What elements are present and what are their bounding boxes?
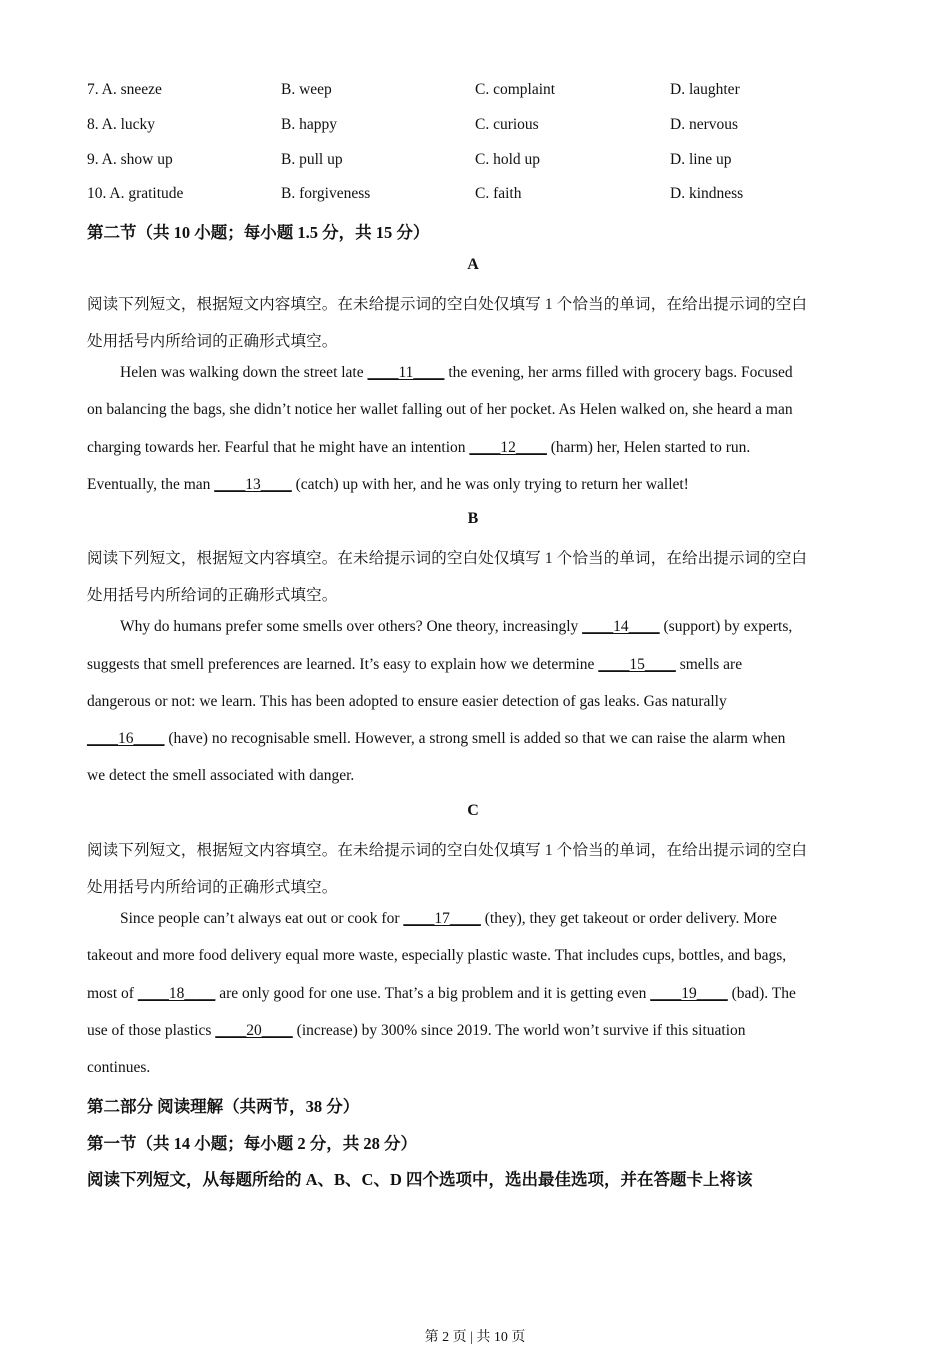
option-row-8	[87, 116, 859, 138]
blank-19: ____19____	[650, 985, 728, 1002]
option-b: B. pull up	[281, 151, 343, 168]
option-b: B. forgiveness	[281, 185, 371, 202]
text: (increase) by 300% since 2019. The world won’t survive if this situation	[292, 1022, 746, 1039]
passage-c-label: C	[467, 802, 479, 819]
option-d: D. kindness	[670, 185, 744, 202]
blank-15: ____15____	[598, 656, 676, 673]
option-a: 8. A. lucky	[87, 116, 156, 133]
blank-11: ____11____	[367, 364, 445, 381]
blank-20: ____20____	[215, 1022, 293, 1039]
blank-17: ____17____	[403, 910, 481, 927]
passage-c-line2: takeout and more food delivery equal more waste, especially plastic waste. That includes cups, bottles, and bags,	[87, 947, 787, 964]
passage-a-line4	[87, 476, 689, 494]
passage-b-instruction-line2: 处用括号内所给词的正确形式填空。	[87, 587, 338, 604]
option-b: B. happy	[281, 116, 337, 133]
blank-13: ____13____	[214, 476, 292, 493]
text: charging towards her. Fearful that he might have an intention	[87, 439, 470, 456]
text: smells are	[675, 656, 743, 673]
option-a: 10. A. gratitude	[87, 185, 184, 202]
passage-c-line3	[87, 985, 796, 1003]
text: Eventually, the man	[87, 476, 215, 493]
text: (they), they get takeout or order delivery. More	[480, 910, 777, 927]
passage-a-line1	[120, 364, 793, 382]
text: suggests that smell preferences are learned. It’s easy to explain how we determine	[87, 656, 599, 673]
option-c: C. complaint	[475, 81, 556, 98]
passage-a-line2: on balancing the bags, she didn’t notice her wallet falling out of her pocket. As Helen walked on, she heard a man	[87, 401, 793, 418]
option-row-10	[87, 185, 859, 207]
passage-a-instruction-line2: 处用括号内所给词的正确形式填空。	[87, 333, 338, 350]
section-2-heading: 第二节（共 10 小题；每小题 1.5 分，共 15 分）	[87, 223, 430, 242]
passage-c-instruction-line2: 处用括号内所给词的正确形式填空。	[87, 879, 338, 896]
option-c: C. hold up	[475, 151, 541, 168]
text: the evening, her arms filled with grocery bags. Focused	[444, 364, 793, 381]
part-2-heading: 第二部分 阅读理解（共两节，38 分）	[87, 1097, 360, 1116]
option-a: 9. A. show up	[87, 151, 173, 168]
passage-c-line4	[87, 1022, 746, 1040]
text: Why do humans prefer some smells over others? One theory, increasingly	[120, 618, 583, 635]
option-row-7	[87, 81, 859, 103]
blank-18: ____18____	[137, 985, 216, 1002]
passage-b-line1	[120, 618, 792, 636]
text: most of	[87, 985, 138, 1002]
option-row-9	[87, 151, 859, 173]
passage-a-line3	[87, 439, 750, 457]
text: (harm) her, Helen started to run.	[546, 439, 751, 456]
passage-b-label: B	[467, 510, 479, 527]
passage-b-line4	[87, 730, 785, 748]
option-d: D. laughter	[670, 81, 740, 98]
passage-a-instruction-line1: 阅读下列短文，根据短文内容填空。在未给提示词的空白处仅填写 1 个恰当的单词，在给出提示词的空白	[87, 296, 808, 313]
passage-b-line2	[87, 656, 742, 674]
section-1-heading: 第一节（共 14 小题；每小题 2 分，共 28 分）	[87, 1134, 417, 1153]
text: (support) by experts,	[659, 618, 793, 635]
option-b: B. weep	[281, 81, 332, 98]
blank-16: ____16____	[87, 730, 165, 747]
passage-c-line1	[120, 910, 777, 928]
option-d: D. line up	[670, 151, 732, 168]
blank-14: ____14____	[582, 618, 660, 635]
text: (bad). The	[727, 985, 796, 1002]
text: use of those plastics	[87, 1022, 216, 1039]
text: Since people can’t always eat out or cook for	[120, 910, 404, 927]
option-c: C. faith	[475, 185, 522, 202]
option-c: C. curious	[475, 116, 539, 133]
blank-12: ____12____	[469, 439, 547, 456]
page-footer: 第 2 页 | 共 10 页	[424, 1330, 526, 1345]
option-a: 7. A. sneeze	[87, 81, 162, 98]
option-d: D. nervous	[670, 116, 739, 133]
passage-c-instruction-line1: 阅读下列短文，根据短文内容填空。在未给提示词的空白处仅填写 1 个恰当的单词，在给出提示词的空白	[87, 842, 808, 859]
reading-instruction: 阅读下列短文，从每题所给的 A、B、C、D 四个选项中，选出最佳选项，并在答题卡上将该	[87, 1170, 753, 1189]
text: (catch) up with her, and he was only trying to return her wallet!	[291, 476, 689, 493]
passage-a-label: A	[467, 256, 479, 273]
text: (have) no recognisable smell. However, a strong smell is added so that we can raise the alarm when	[164, 730, 786, 747]
passage-b-line5: we detect the smell associated with danger.	[87, 767, 355, 784]
text: Helen was walking down the street late	[120, 364, 368, 381]
passage-b-instruction-line1: 阅读下列短文，根据短文内容填空。在未给提示词的空白处仅填写 1 个恰当的单词，在给出提示词的空白	[87, 550, 808, 567]
passage-c-line5: continues.	[87, 1059, 151, 1076]
passage-b-line3: dangerous or not: we learn. This has been adopted to ensure easier detection of gas leaks. Gas naturally	[87, 693, 727, 710]
text: are only good for one use. That’s a big problem and it is getting even	[215, 985, 651, 1002]
